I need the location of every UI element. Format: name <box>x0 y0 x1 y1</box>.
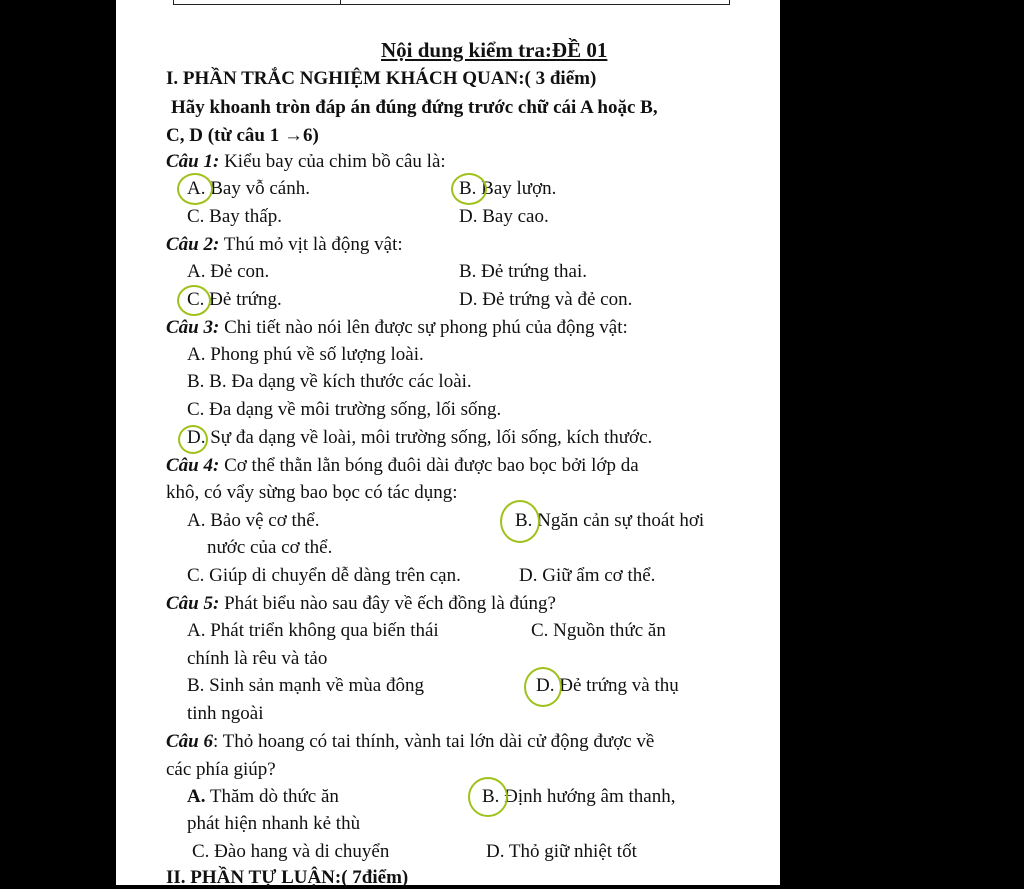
q3-option-a[interactable]: A. Phong phú về số lượng loài. <box>187 344 424 365</box>
q1-option-c[interactable]: C. Bay thấp. <box>187 206 282 227</box>
answer-circle-q2-c <box>177 285 211 316</box>
question-6-line2: các phía giúp? <box>166 759 276 780</box>
q2-option-d[interactable]: D. Đẻ trứng và đẻ con. <box>459 289 633 310</box>
question-3 <box>166 317 628 339</box>
part2-heading: II. PHẦN TỰ LUẬN:( 7điểm) <box>166 867 409 888</box>
question-6 <box>166 731 654 753</box>
q4-option-d[interactable]: D. Giữ ẩm cơ thể. <box>519 565 656 586</box>
question-1-text: Kiểu bay của chim bồ câu là: <box>219 151 446 172</box>
q1-option-b[interactable]: B. Bay lượn. <box>459 178 557 199</box>
question-3-text: Chi tiết nào nói lên được sự phong phú của động vật: <box>219 317 628 338</box>
page-title: Nội dung kiểm tra:ĐỀ 01 <box>381 38 608 62</box>
q5-option-d-line2: tinh ngoài <box>187 703 264 724</box>
q1-option-d[interactable]: D. Bay cao. <box>459 206 549 227</box>
q2-option-b[interactable]: B. Đẻ trứng thai. <box>459 261 587 282</box>
q2-option-c[interactable]: C. Đẻ trứng. <box>187 289 282 310</box>
q4-option-a[interactable]: A. Bảo vệ cơ thể. <box>187 510 320 531</box>
q5-option-d[interactable]: D. Đẻ trứng và thụ <box>536 675 679 696</box>
question-4-line2: khô, có vẩy sừng bao bọc có tác dụng: <box>166 482 458 503</box>
question-4-label: Câu 4: <box>166 455 220 476</box>
answer-circle-q6-b <box>468 777 508 817</box>
instruction-line2: C, D (từ câu 1 →6) <box>166 125 319 146</box>
question-6-label: Câu 6 <box>166 731 213 752</box>
question-4-text: Cơ thể thằn lằn bóng đuôi dài được bao bọc bởi lớp da <box>219 455 639 476</box>
answer-circle-q3-d <box>178 425 208 454</box>
q6-option-a-letter: A. <box>187 786 206 807</box>
answer-circle-q1-b <box>451 173 487 205</box>
header-table-bottom <box>173 0 730 5</box>
answer-circle-q5-d <box>524 667 562 707</box>
question-4 <box>166 455 639 477</box>
question-5-text: Phát biểu nào sau đây về ếch đồng là đúng? <box>219 593 556 614</box>
question-1-label: Câu 1: <box>166 151 220 172</box>
question-2-text: Thú mỏ vịt là động vật: <box>219 234 403 255</box>
answer-circle-q4-b <box>500 500 540 543</box>
question-3-label: Câu 3: <box>166 317 220 338</box>
q1-option-a[interactable]: A. Bay vỗ cánh. <box>187 178 310 199</box>
question-2-label: Câu 2: <box>166 234 220 255</box>
question-5-label: Câu 5: <box>166 593 220 614</box>
question-2 <box>166 234 403 256</box>
q5-option-c[interactable]: C. Nguồn thức ăn <box>531 620 666 641</box>
q6-option-c[interactable]: C. Đào hang và di chuyển <box>192 841 390 862</box>
q3-option-c[interactable]: C. Đa dạng về môi trường sống, lối sống. <box>187 399 502 420</box>
q6-option-a[interactable] <box>187 786 339 808</box>
q2-option-a[interactable]: A. Đẻ con. <box>187 261 270 282</box>
q6-option-d[interactable]: D. Thỏ giữ nhiệt tốt <box>486 841 637 862</box>
q4-option-b[interactable]: B. Ngăn cản sự thoát hơi <box>515 510 705 531</box>
q6-option-a-line2: phát hiện nhanh kẻ thù <box>187 813 361 834</box>
instruction-line1: Hãy khoanh tròn đáp án đúng đứng trước chữ cái A hoặc B, <box>171 97 658 118</box>
question-1 <box>166 151 446 173</box>
q6-option-a-text: Thăm dò thức ăn <box>205 786 339 807</box>
q5-option-a[interactable]: A. Phát triển không qua biến thái <box>187 620 439 641</box>
q3-option-b[interactable]: B. B. Đa dạng về kích thước các loài. <box>187 371 472 392</box>
q4-option-c[interactable]: C. Giúp di chuyển dễ dàng trên cạn. <box>187 565 461 586</box>
answer-circle-q1-a <box>177 173 213 205</box>
q3-option-d[interactable]: D. Sự đa dạng về loài, môi trường sống, lối sống, kích thước. <box>187 427 653 448</box>
q5-option-c-line2: chính là rêu và tảo <box>187 648 328 669</box>
q6-option-b[interactable]: B. Định hướng âm thanh, <box>482 786 676 807</box>
q5-option-b[interactable]: B. Sinh sản mạnh về mùa đông <box>187 675 424 696</box>
question-6-text: : Thỏ hoang có tai thính, vành tai lớn dài cử động được về <box>213 731 655 752</box>
q4-option-b-line2: nước của cơ thể. <box>207 537 333 558</box>
question-5 <box>166 593 556 615</box>
part1-heading: I. PHẦN TRẮC NGHIỆM KHÁCH QUAN:( 3 điểm) <box>166 68 597 89</box>
